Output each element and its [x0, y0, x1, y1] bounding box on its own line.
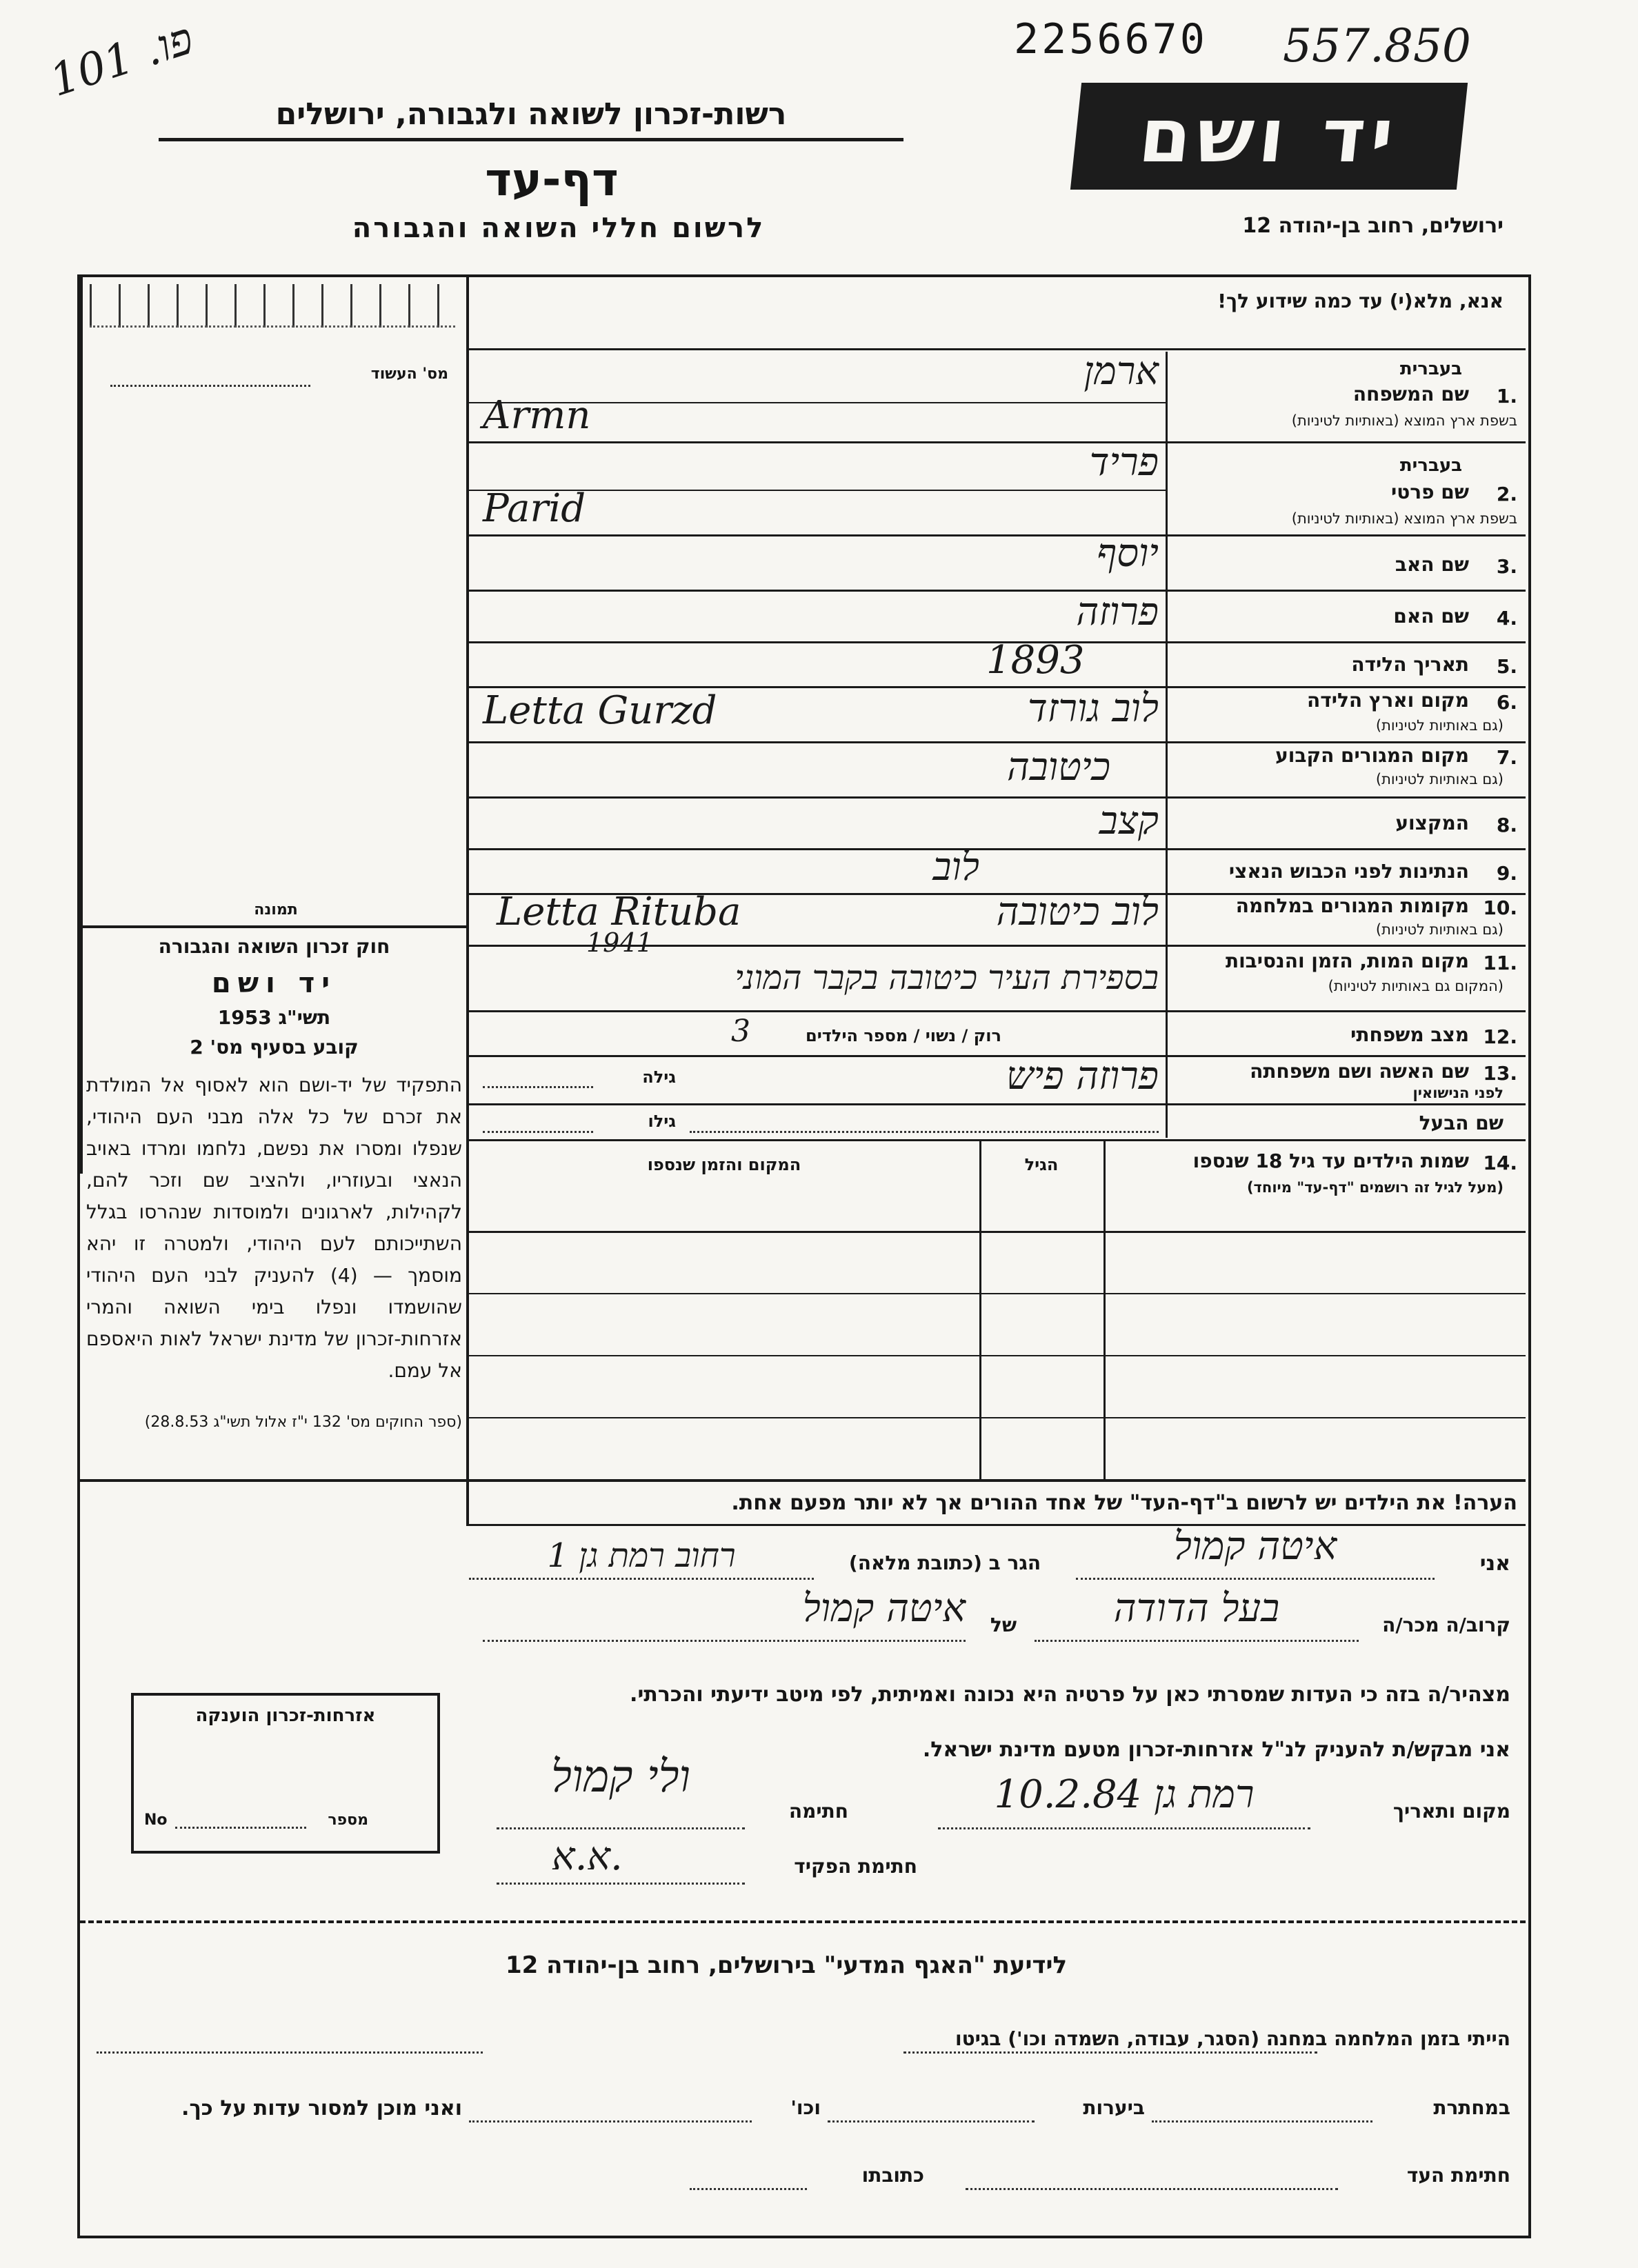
footer-camp-line: הייתי בזמן המלחמה במחנה (הסגר, עבודה, השמדה וכו') בגיטו [955, 2027, 1510, 2050]
witness-signature-label: חתימת העד [1406, 2164, 1510, 2187]
field-2-number: 2. [1496, 483, 1517, 505]
relation-value[interactable]: בעל הדודה [1113, 1586, 1280, 1631]
field-13-label: שם האשה ושם משפחתה [1250, 1060, 1469, 1083]
field-10-number: 10. [1483, 896, 1517, 919]
institution-address: ירושלים, רחוב בן-יהודה 12 [1242, 214, 1504, 238]
field-12-number: 12. [1483, 1025, 1517, 1048]
children-row[interactable] [469, 1293, 1526, 1294]
row-sep [469, 741, 1526, 743]
field-13-value[interactable]: פרוזה פיש [1006, 1054, 1159, 1098]
children-place-header: המקום והזמן שנספו [647, 1155, 801, 1174]
declaration-request: אני מבקש/ת להעניק לנ"ל אזרחות-זכרון מטעם מדינת ישראל. [922, 1738, 1510, 1762]
row-sep [469, 1010, 1526, 1012]
official-signature-line [497, 1883, 745, 1885]
official-signature-value[interactable]: א.א. [552, 1834, 623, 1879]
field-13-sub: לפני הנישואין [1412, 1085, 1504, 1101]
children-col-divider [979, 1141, 981, 1479]
hebrew-tag-2: בעברית [1399, 455, 1462, 476]
field-10-latin-hint: (גם באותיות לטיניות) [1375, 921, 1504, 938]
row-sep [469, 848, 1526, 850]
field-7-value[interactable]: כיטובה [1006, 745, 1110, 790]
photo-panel [83, 277, 466, 925]
wife-age-label: גילה [642, 1067, 676, 1087]
witness-signature-field[interactable] [966, 2188, 1338, 2190]
field-10-label: מקומות המגורים במלחמה [1235, 894, 1469, 917]
signature-value[interactable]: ולי קמול [551, 1752, 690, 1803]
field-12-options[interactable]: רוק / נשוי / מספר הילדים [806, 1026, 1001, 1045]
row-sep [469, 1103, 1526, 1105]
field-3-number: 3. [1496, 555, 1517, 578]
children-col-divider [1103, 1141, 1106, 1479]
place-date-line [938, 1827, 1310, 1829]
label-column-divider [1166, 352, 1168, 1138]
declarant-name[interactable]: איטה קמול [1173, 1524, 1337, 1569]
witness-number-field[interactable] [110, 385, 310, 387]
declarant-label: אני [1479, 1552, 1510, 1576]
field-8-number: 8. [1496, 814, 1517, 836]
field-12-label: מצב משפחתי [1350, 1023, 1469, 1046]
field-14-number: 14. [1483, 1152, 1517, 1174]
photo-bottom-border [80, 925, 469, 928]
footer-box [80, 1920, 1526, 1925]
field-9-value[interactable]: לוב [932, 845, 979, 890]
footer-title: לידיעת "האגף המדעי" בירושלים, רחוב בן-יהודה 12 [505, 1951, 1068, 1979]
institution-name: רשות-זכרון לשואה ולגבורה, ירושלים [275, 97, 787, 132]
institution-underline [159, 138, 903, 141]
field-11-number: 11. [1483, 952, 1517, 974]
field-5-label: תאריך הלידה [1351, 653, 1469, 676]
field-2-value-latin[interactable]: Parid [483, 486, 586, 531]
certificate-box [131, 1693, 440, 1854]
husband-name-field[interactable] [690, 1131, 1159, 1133]
field-11-latin-hint: (המקום גם באותיות לטיניות) [1328, 978, 1504, 994]
field-4-value[interactable]: פרוזה [1076, 590, 1159, 634]
witness-address-label: כתובתו [861, 2164, 924, 2187]
field-7-number: 7. [1496, 746, 1517, 769]
field-8-label: המקצוע [1395, 812, 1469, 834]
field-12-children[interactable]: 3 [731, 1014, 750, 1049]
law-clause: קובע בסעיף מס' 2 [190, 1036, 359, 1058]
declarant-address[interactable]: רחוב רמת גן 1 [547, 1536, 736, 1575]
certificate-no-label: No [144, 1812, 168, 1829]
field-10-value-hebrew[interactable]: לוב כיטובה [996, 890, 1159, 934]
field-1-value-latin[interactable]: Armn [483, 393, 591, 438]
relation-of-line [483, 1640, 966, 1642]
etc-label: וכו' [790, 2096, 821, 2119]
folder-note: פו. 101 [43, 12, 199, 108]
field-2-label: שם פרטי [1390, 481, 1469, 503]
field-5-number: 5. [1496, 655, 1517, 678]
husband-label: שם הבעל [1419, 1112, 1504, 1134]
place-date-label: מקום ותאריך [1392, 1800, 1510, 1823]
yad-vashem-logo [1070, 83, 1468, 190]
law-panel [86, 931, 462, 1434]
field-7-latin-hint: (גם באותיות לטיניות) [1375, 771, 1504, 787]
partisans-label: במחתרת [1433, 2096, 1510, 2119]
camp-field[interactable] [903, 2051, 1317, 2054]
declarant-name-line [1076, 1578, 1435, 1580]
photo-label: תמונה [254, 901, 298, 919]
field-2-latin-hint: בשפת ארץ המוצא (באותיות לטיניות) [1291, 510, 1517, 527]
law-citation: (ספר החוקים מס' 132 י"ז אלול תשי"ג 28.8.53) [144, 1414, 462, 1431]
relation-line [1035, 1640, 1359, 1642]
forests-field[interactable] [828, 2120, 1035, 2123]
form-subtitle: לרשום חללי השואה והגבורה [352, 212, 766, 244]
children-row[interactable] [469, 1417, 1526, 1418]
field-4-label: שם האם [1393, 605, 1469, 628]
children-header-rule [469, 1231, 1526, 1233]
signature-line [497, 1827, 745, 1829]
address-line [469, 1578, 814, 1580]
handwritten-reference: 557.850 [1283, 19, 1471, 72]
field-6-label: מקום וארץ הלידה [1307, 689, 1469, 712]
children-age-header: הגיל [1024, 1155, 1059, 1174]
forests-label: ביערות [1083, 2096, 1145, 2119]
instruction-text: אנא, מלא(י) עד כמה שידוע לך! [1217, 290, 1504, 312]
field-6-value-hebrew[interactable]: לוב גורזד [1027, 686, 1159, 731]
field-2-value-hebrew[interactable]: פריד [1089, 440, 1159, 485]
certificate-number-field[interactable] [175, 1827, 306, 1829]
relation-label: קרוב/ה מכר/ה [1382, 1614, 1510, 1636]
field-14-label: שמות הילדים עד גיל 18 שנספו [1192, 1150, 1469, 1172]
law-logo: יד ושם [211, 967, 337, 999]
serial-number: 2256670 [1014, 15, 1208, 63]
field-9-label: הנתינות לפני הכבוש הנאצי [1228, 860, 1469, 883]
field-11-value[interactable]: בספירת העיר כיטובה בקבר המוני [735, 959, 1159, 997]
field-6-latin-hint: (גם באותיות לטיניות) [1375, 717, 1504, 734]
field-13-number: 13. [1483, 1062, 1517, 1085]
wife-age-field[interactable] [483, 1086, 593, 1088]
field-14-sub: (מעל לגיל זה רושמים "דף-עד" מיוחד) [1246, 1179, 1504, 1196]
notice-left-border [466, 1479, 469, 1526]
residing-label: הגר ב (כתובת מלאה) [848, 1552, 1041, 1574]
field-7-label: מקום המגורים הקבוע [1275, 744, 1469, 767]
official-signature-label: חתימת הפקיד [794, 1855, 917, 1878]
field-4-number: 4. [1496, 607, 1517, 630]
field-1-latin-hint: בשפת ארץ המוצא (באותיות לטיניות) [1291, 412, 1517, 429]
field-5-value[interactable]: 1893 [986, 638, 1085, 683]
field-1-value-hebrew[interactable]: ארמן [1083, 349, 1159, 394]
law-year: תשי"ג 1953 [217, 1006, 331, 1029]
husband-age-field[interactable] [483, 1131, 593, 1133]
field-8-value[interactable]: קצב [1099, 799, 1159, 843]
etc-field[interactable] [469, 2120, 752, 2123]
place-date-value[interactable]: רמת גן 10.2.84 [994, 1772, 1255, 1817]
hebrew-tag-1: בעברית [1399, 359, 1462, 379]
signature-label: חתימה [788, 1800, 848, 1823]
form-title: דף-עד [485, 153, 619, 206]
relation-of-value[interactable]: איטה קמול [802, 1586, 966, 1631]
children-table-bottom [80, 1479, 1526, 1482]
field-1-label: שם המשפחה [1352, 383, 1469, 405]
field-6-value-latin[interactable]: Letta Gurzd [483, 688, 717, 733]
certificate-number-label: מספר [328, 1812, 368, 1829]
field-3-value[interactable]: יוסף [1097, 531, 1159, 576]
logo-text: יד ושם [1135, 93, 1404, 179]
certificate-title: אזרחות-זכרון הוענקה [195, 1705, 376, 1726]
left-panel-divider [466, 277, 469, 1481]
witness-address-field[interactable] [690, 2188, 807, 2190]
photo-top-ticks [90, 284, 455, 328]
field-1-number: 1. [1496, 385, 1517, 408]
children-notice: הערה! את הילדים יש לרשום ב"דף-העד" של אחד ההורים אך לא יותר מפעם אחת. [731, 1491, 1517, 1515]
field-6-number: 6. [1496, 691, 1517, 714]
ready-to-testify: ואני מוכן למסור עדות על כך. [181, 2096, 462, 2120]
law-title: חוק זכרון השואה והגבורה [158, 935, 390, 958]
of-label: של [990, 1614, 1017, 1636]
husband-age-label: גילו [648, 1112, 676, 1131]
declaration-statement: מצהיר/ה בזה כי העדות שמסרתי כאן על פרטיה היא נכונה ואמיתית, לפי מיטב ידיעתי והכרתי. [630, 1683, 1510, 1707]
partisans-field[interactable] [1152, 2120, 1372, 2123]
children-row[interactable] [469, 1355, 1526, 1356]
field-11-year[interactable]: 1941 [586, 927, 653, 958]
witness-number-label: מס' העשוד [370, 365, 448, 383]
row-sep [469, 1139, 1526, 1141]
field-11-label: מקום המות, הזמן והנסיבות [1225, 950, 1469, 972]
law-body: התפקיד של יד-ושם הוא לאסוף אל המולדת את זכרם של כל אלה מבני העם היהודי, שנפלו ומסרו את נפשם, נלחמו ומרדו באויב הנאצי ובעוזריו, ולהציב שם וזכר להם, לקהילות, לארגונים ולמוסדות שנהרסו בגלל השתייכותם לעם היהודי, ולמטרה זו יהא מוסמך — (4) להעניק לבני העם היהודי שהושמדו ונפלו בימי השואה והמרי אזרחות-זכרון של מדינת ישראל לאות היאספם אל עמם. [86, 1074, 462, 1382]
field-3-label: שם האב [1395, 553, 1469, 576]
field-10-value-latin[interactable]: Letta Rituba [497, 890, 741, 934]
field-9-number: 9. [1496, 862, 1517, 885]
ghetto-field[interactable] [97, 2051, 483, 2054]
